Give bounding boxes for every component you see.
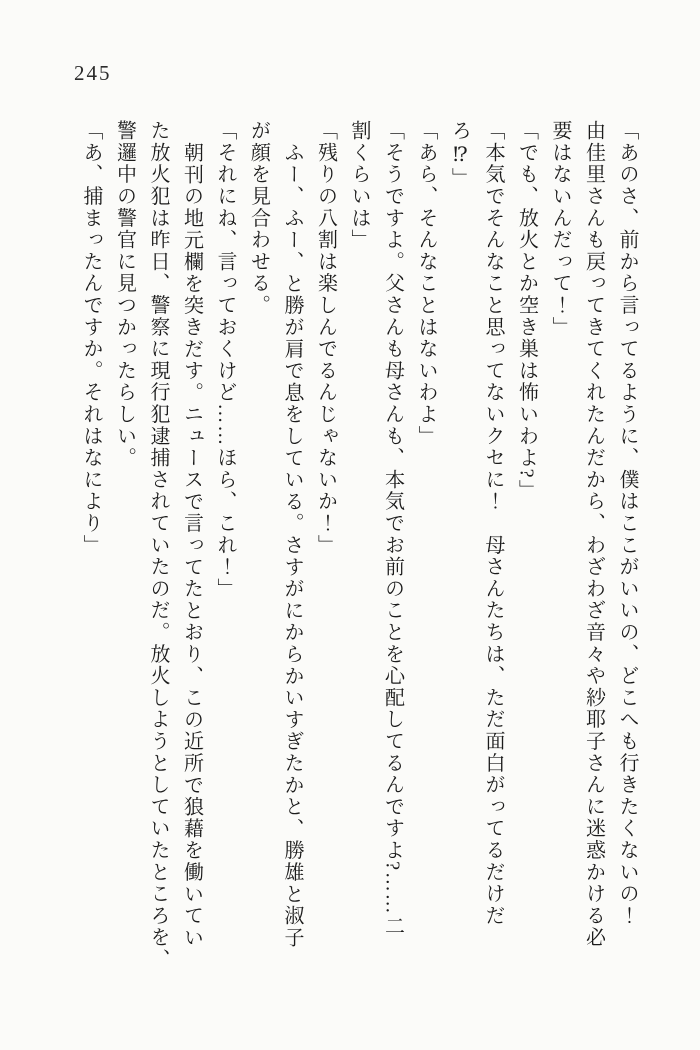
page-number: 245 xyxy=(74,61,112,85)
text-line-3: 要はないんだって！」 xyxy=(549,120,571,338)
text-line-14: 朝刊の地元欄を突きだす。ニュースで言ってたとおり、この近所で狼藉を働いてい xyxy=(180,142,203,949)
text-line-10: 「残りの八割は楽しんでるんじゃないか！」 xyxy=(314,120,337,556)
text-line-15: た放火犯は昨日、警察に現行犯逮捕されていたのだ。放火しようとしていたところを、 xyxy=(147,120,169,971)
text-line-8: 「そうですよ。父さんも母さんも、本気でお前のことを心配してるんですよ?……二 xyxy=(381,120,404,938)
text-line-7: 「あら、そんなことはないわよ」 xyxy=(415,120,437,447)
text-line-5: 「本気でそんなこと思ってないクセに！ 母さんたちは、ただ面白がってるだけだ xyxy=(482,120,504,927)
text-line-17: 「あ、捕まったんですか。それはなにより」 xyxy=(80,120,102,556)
text-line-1: 「あのさ、前から言ってるように、僕はここがいいの、どこへも行きたくないの！ xyxy=(616,120,638,927)
body-text xyxy=(74,120,644,980)
text-line-16: 警邏中の警官に見つかったらしい。 xyxy=(113,120,136,469)
text-line-6: ろ⁉」 xyxy=(448,120,471,190)
text-line-2: 由佳里さんも戻ってきてくれたんだから、わざわざ音々や紗耶子さんに迷惑かける必 xyxy=(582,120,605,949)
text-line-9: 割くらいは」 xyxy=(348,120,370,251)
text-line-13: 「それにね、言っておくけど……ほら、これ！」 xyxy=(214,120,236,600)
text-line-12: が顔を見合わせる。 xyxy=(247,120,270,317)
text-line-11: ふー、ふー、と勝が肩で息をしている。さすがにからかいすぎたかと、勝雄と淑子 xyxy=(281,142,303,949)
text-line-4: 「でも、放火とか空き巣は怖いわよ?」 xyxy=(515,120,538,502)
